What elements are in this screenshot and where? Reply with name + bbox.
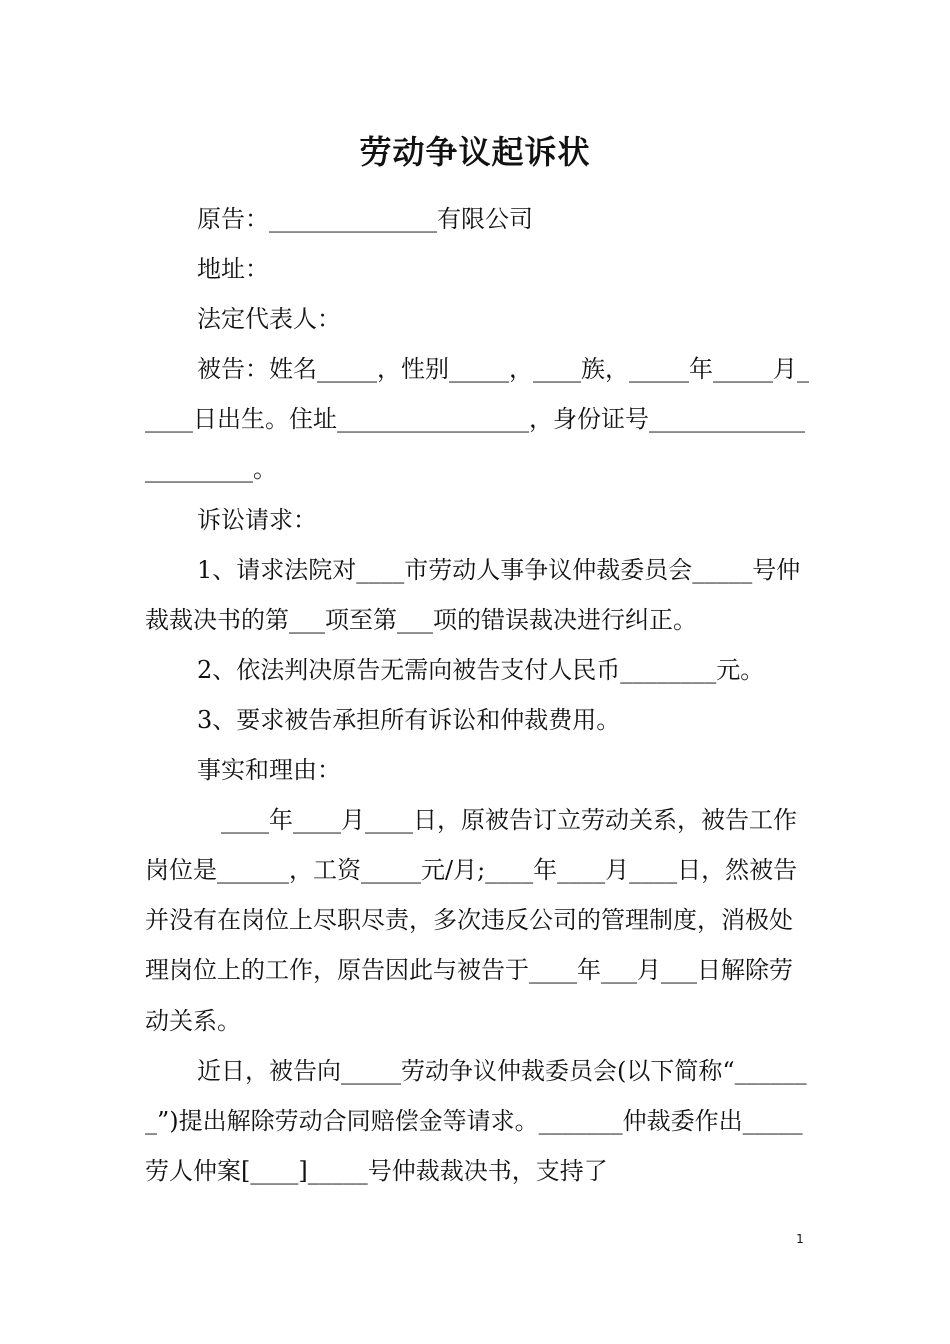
document-title: 劳动争议起诉状: [359, 133, 591, 171]
document-body: [145, 194, 815, 1196]
defendant-paragraph: 被告：姓名_____，性别_____，____族，_____年_____月_____日出生。住址________________，身份证号______________________。: [145, 355, 809, 484]
facts-paragraph-2: 近日，被告向_____劳动争议仲裁委员会(以下简称“_______”)提出解除劳动合同赔偿金等请求。_______仲裁委作出_____劳人仲案[____]_____号仲裁裁决书，支持了: [145, 1056, 807, 1185]
claim-item-2: 2、依法判决原告无需向被告支付人民币________元。: [197, 655, 765, 684]
claim-item-3: 3、要求被告承担所有诉讼和仲裁费用。: [197, 705, 621, 734]
address-line: 地址：: [197, 255, 269, 284]
page-number: 1: [796, 1232, 804, 1246]
facts-heading: 事实和理由：: [197, 756, 341, 785]
claims-heading: 诉讼请求：: [197, 505, 317, 534]
claim-item-1: 1、请求法院对____市劳动人事争议仲裁委员会_____号仲裁裁决书的第___项至第___项的错误裁决进行纠正。: [145, 555, 801, 634]
facts-paragraph-1: ____年____月____日，原被告订立劳动关系，被告工作岗位是______，工资_____元/月;____年____月____日，然被告并没有在岗位上尽职尽责，多次违反公司的管理制度，消极处理岗位上的工作，原告因此与被告于____年___月___日解除劳动关系。: [145, 806, 798, 1035]
plaintiff-line: 原告：______________有限公司: [197, 205, 533, 233]
legal-representative-line: 法定代表人：: [197, 305, 341, 334]
